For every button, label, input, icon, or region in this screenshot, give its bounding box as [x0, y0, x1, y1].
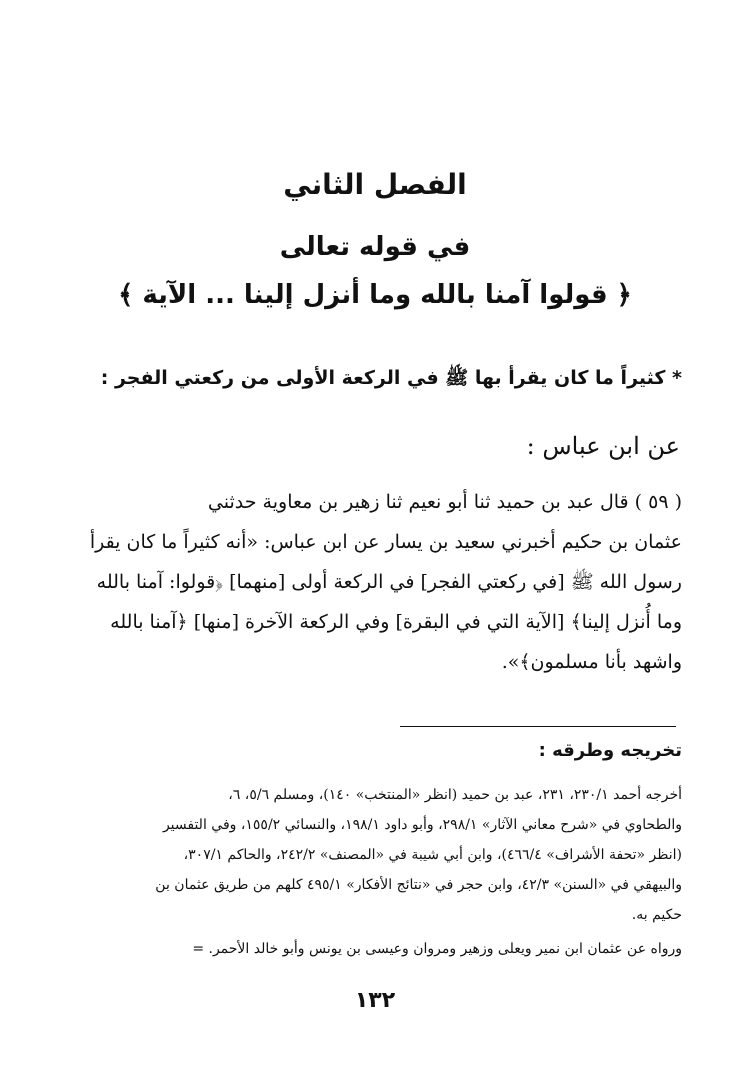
takhrij-line: والبيهقي في «السنن» ٤٢/٣، وابن حجر في «نتائج الأفكار» ٤٩٥/١ كلهم من طريق عثمان بن	[155, 877, 682, 893]
hadith-line: ( ٥٩ ) قال عبد بن حميد ثنا أبو نعيم ثنا زهير بن معاوية حدثني	[207, 491, 682, 513]
footnote-divider	[400, 726, 676, 727]
hadith-line: واشهد بأنا مسلمون﴾».	[501, 651, 682, 673]
verse-title: ﴿ قولوا آمنا بالله وما أنزل إلينا ... الآية ﴾	[118, 280, 632, 310]
takhrij-text	[62, 780, 682, 964]
hadith-line: عثمان بن حكيم أخبرني سعيد بن يسار عن ابن عباس: «أنه كثيراً ما كان يقرأ	[89, 531, 682, 553]
chapter-title: الفصل الثاني	[283, 168, 467, 201]
chapter-subtitle: في قوله تعالى	[279, 232, 471, 262]
takhrij-line: (انظر «تحفة الأشراف» ٤٦٦/٤)، وابن أبي شيبة في «المصنف» ٢٤٢/٢، والحاكم ٣٠٧/١،	[183, 847, 682, 863]
hadith-line: رسول الله ﷺ [في ركعتي الفجر] في الركعة أولى [منهما] ﴿قولوا: آمنا بالله	[96, 571, 682, 593]
hadith-text	[62, 482, 682, 682]
section-heading: * كثيراً ما كان يقرأ بها ﷺ في الركعة الأولى من ركعتي الفجر :	[100, 367, 682, 389]
takhrij-line: والطحاوي في «شرح معاني الآثار» ٢٩٨/١، وأبو داود ١٩٨/١، والنسائي ١٥٥/٢، وفي التفسير	[162, 817, 682, 833]
takhrij-heading: تخريجه وطرقه :	[538, 740, 682, 761]
takhrij-line: أخرجه أحمد ٢٣٠/١، ٢٣١، عبد بن حميد (انظر «المنتخب» ١٤٠)، ومسلم ٥/٦، ٦،	[228, 787, 682, 803]
takhrij-line: حكيم به.	[631, 907, 682, 923]
page-number: ١٣٢	[354, 988, 396, 1013]
narrator-heading: عن ابن عباس :	[526, 432, 680, 460]
takhrij-line: ورواه عن عثمان ابن نمير ويعلى وزهير ومروان وعيسى بن يونس وأبو خالد الأحمر. =	[192, 941, 682, 957]
hadith-line: وما أُنزل إلينا﴾ [الآية التي في البقرة] وفي الركعة الآخرة [منها] ﴿آمنا بالله	[110, 611, 682, 633]
